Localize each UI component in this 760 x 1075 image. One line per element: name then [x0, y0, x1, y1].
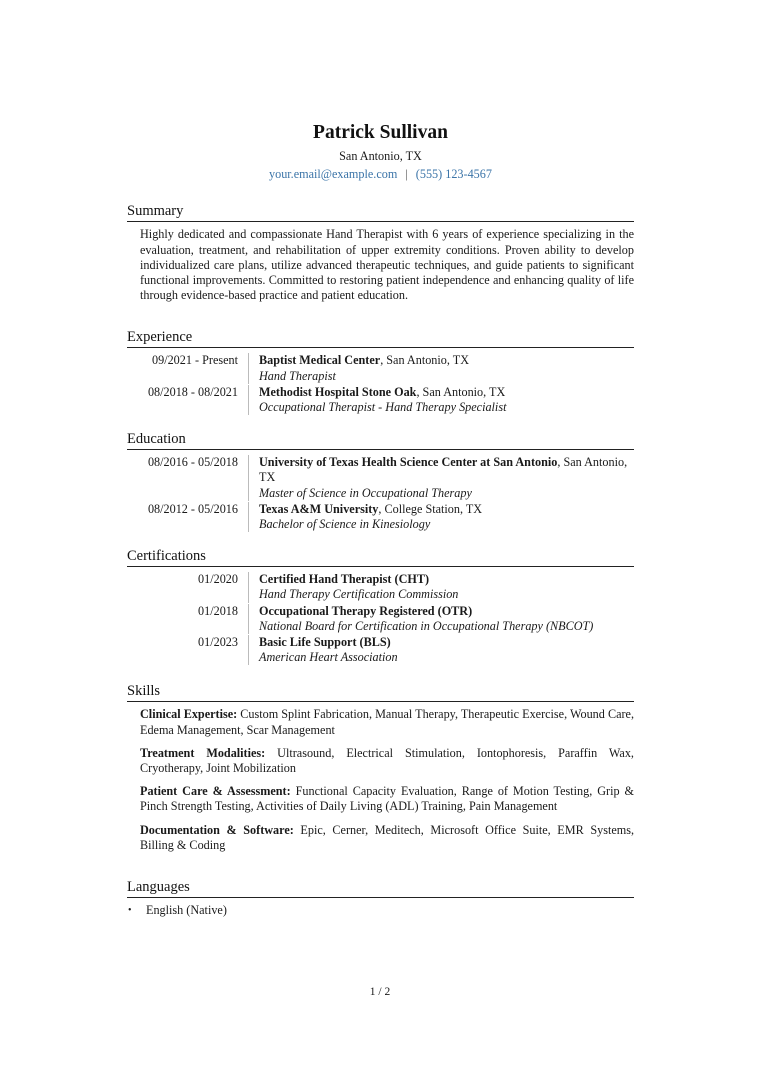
entry-role: Hand Therapist — [259, 368, 336, 383]
languages-section — [127, 878, 634, 918]
entry-org: Occupational Therapy Registered (OTR) — [259, 603, 473, 618]
entry-role: Hand Therapy Certification Commission — [259, 587, 459, 602]
entry-body — [248, 635, 634, 665]
experience-entry — [127, 353, 634, 383]
entry-body — [248, 502, 634, 532]
entry-role: National Board for Certification in Occupational Therapy (NBCOT) — [259, 618, 594, 633]
certification-entry — [127, 604, 634, 634]
education-section — [127, 430, 634, 532]
skill-list: Ultrasound, Electrical Stimulation, Iontophoresis, Paraffin Wax, Cryotherapy, Joint Mobilization — [140, 745, 634, 776]
entry-role: American Heart Association — [259, 650, 398, 665]
skill-list: Functional Capacity Evaluation, Range of Motion Testing, Grip & Pinch Strength Testing, Activities of Daily Living (ADL) Training, Pain Management — [140, 784, 635, 814]
resume-page — [127, 0, 634, 918]
entry-date: 08/2016 - 05/2018 — [147, 455, 238, 470]
skill-category: Documentation & Software: — [140, 822, 294, 837]
section-title-certifications: Certifications — [127, 547, 634, 567]
skill-category: Clinical Expertise: — [140, 707, 238, 722]
section-title-education: Education — [127, 430, 634, 450]
entry-date: 01/2023 — [198, 635, 238, 650]
email-link[interactable]: your.email@example.com — [269, 167, 398, 182]
entry-org: Texas A&M University — [259, 501, 379, 516]
section-title-languages: Languages — [127, 878, 634, 898]
entry-place: , College Station, TX — [378, 501, 483, 516]
certifications-section — [127, 547, 634, 665]
skill-group — [127, 707, 634, 737]
entry-body — [248, 455, 634, 501]
entry-date: 08/2018 - 08/2021 — [147, 384, 238, 399]
entry-org: Baptist Medical Center — [259, 353, 381, 368]
education-entry — [127, 455, 634, 501]
entry-role: Master of Science in Occupational Therapy — [259, 485, 472, 500]
entry-org: Methodist Hospital Stone Oak — [259, 384, 417, 399]
entry-place: , San Antonio, TX — [380, 353, 470, 368]
resume-header — [127, 0, 634, 182]
section-title-skills: Skills — [127, 682, 634, 702]
entry-body — [248, 572, 634, 602]
certification-entry — [127, 635, 634, 665]
experience-entry — [127, 385, 634, 415]
entry-body — [248, 604, 634, 634]
entry-role: Bachelor of Science in Kinesiology — [259, 517, 431, 532]
experience-section — [127, 328, 634, 415]
candidate-location: San Antonio, TX — [339, 149, 422, 163]
section-title-experience: Experience — [127, 328, 634, 348]
phone-link[interactable]: (555) 123-4567 — [415, 167, 492, 182]
section-title-summary: Summary — [127, 202, 634, 222]
candidate-name: Patrick Sullivan — [313, 122, 448, 143]
skill-list: Custom Splint Fabrication, Manual Therapy, Therapeutic Exercise, Wound Care, Edema Management, Scar Management — [140, 707, 634, 737]
entry-body — [248, 353, 634, 383]
skill-group — [127, 784, 634, 814]
skill-category: Patient Care & Assessment: — [140, 784, 291, 799]
entry-date: 08/2012 - 05/2016 — [147, 501, 238, 516]
summary-text: Highly dedicated and compassionate Hand Therapist with 6 years of experience specializing in the evaluation, treatment, and rehabilitation of upper extremity conditions. Proven ability to develop individualized care plans, utilize advanced therapeutic techniques, and guide patients to significant functional improvements. Committed to restoring patient independence and enhancing quality of life through evidence-based practice and patient education. — [140, 227, 634, 303]
entry-org: University of Texas Health Science Center at San Antonio — [259, 455, 558, 470]
summary-section — [127, 202, 634, 303]
skill-group — [127, 746, 634, 776]
certification-entry — [127, 572, 634, 602]
entry-org: Basic Life Support (BLS) — [259, 635, 391, 650]
entry-body — [248, 385, 634, 415]
entry-place: , San Antonio, TX — [259, 455, 628, 485]
language-item: • English (Native) — [127, 903, 634, 918]
skill-group — [127, 823, 634, 853]
entry-org: Certified Hand Therapist (CHT) — [259, 572, 430, 587]
contact-separator: | — [405, 167, 408, 182]
entry-place: , San Antonio, TX — [416, 384, 506, 399]
skill-category: Treatment Modalities: — [140, 745, 266, 760]
entry-role: Occupational Therapist - Hand Therapy Specialist — [259, 400, 507, 415]
skill-list: Epic, Cerner, Meditech, Microsoft Office Suite, EMR Systems, Billing & Coding — [140, 822, 635, 852]
contact-line — [127, 167, 634, 182]
skills-section — [127, 682, 634, 853]
language-list — [127, 903, 634, 918]
entry-date: 09/2021 - Present — [152, 353, 238, 368]
education-entry — [127, 502, 634, 532]
entry-date: 01/2020 — [198, 572, 238, 587]
entry-date: 01/2018 — [198, 603, 238, 618]
page-number: 1 / 2 — [369, 986, 391, 998]
